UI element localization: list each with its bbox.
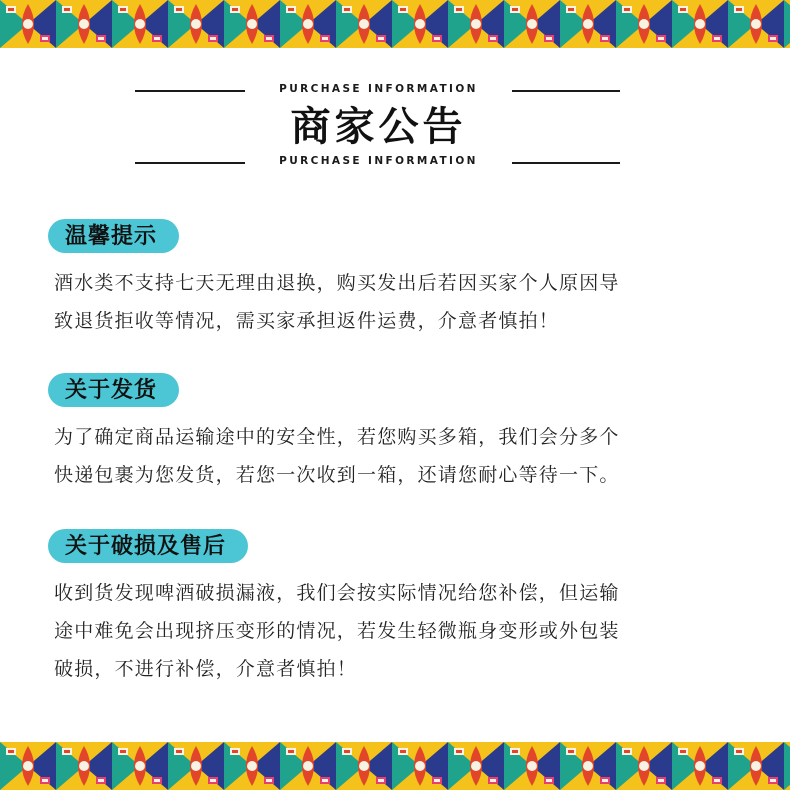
header-rule	[135, 162, 245, 164]
pattern-tile	[448, 742, 504, 790]
body-line: 为了确定商品运输途中的安全性，若您购买多箱，我们会分多个	[54, 426, 620, 448]
pattern-tile	[168, 0, 224, 48]
pattern-tile	[336, 0, 392, 48]
pattern-tile	[504, 0, 560, 48]
body-line: 破损，不进行补偿，介意者慎拍！	[54, 658, 358, 680]
section-shipping	[48, 373, 748, 494]
pattern-tile	[616, 0, 672, 48]
decorative-pattern-bottom	[0, 742, 790, 790]
pattern-tile	[56, 0, 112, 48]
pattern-tile	[672, 742, 728, 790]
pattern-tile	[280, 0, 336, 48]
pattern-tile	[728, 0, 784, 48]
pattern-tile	[168, 742, 224, 790]
section-heading: 温馨提示	[48, 219, 179, 253]
pattern-tile	[560, 0, 616, 48]
section-body	[48, 264, 748, 340]
english-subtitle-top: PURCHASE INFORMATION	[279, 83, 478, 95]
pattern-tile	[616, 742, 672, 790]
pattern-tile	[448, 0, 504, 48]
pattern-tile	[280, 742, 336, 790]
pattern-tile	[784, 742, 790, 790]
section-heading: 关于发货	[48, 373, 179, 407]
pattern-tile	[560, 742, 616, 790]
section-heading: 关于破损及售后	[48, 529, 248, 563]
english-subtitle-bottom: PURCHASE INFORMATION	[279, 155, 478, 167]
pattern-tile	[336, 742, 392, 790]
pattern-tile	[504, 742, 560, 790]
body-line: 途中难免会出现挤压变形的情况，若发生轻微瓶身变形或外包装	[54, 620, 620, 642]
pattern-tile	[112, 742, 168, 790]
pattern-tile	[728, 742, 784, 790]
header-rule	[512, 162, 620, 164]
pattern-tile	[224, 0, 280, 48]
section-body	[48, 418, 748, 494]
body-line: 致退货拒收等情况，需买家承担返件运费，介意者慎拍！	[54, 310, 560, 332]
pattern-tile	[0, 742, 56, 790]
pattern-tile	[392, 742, 448, 790]
header-rule	[512, 90, 620, 92]
section-damage-aftersales	[48, 529, 748, 688]
section-body	[48, 574, 748, 688]
pattern-tile	[224, 742, 280, 790]
decorative-pattern-top	[0, 0, 790, 48]
page-title: 商家公告	[290, 104, 467, 150]
notice-header	[0, 80, 790, 175]
body-line: 酒水类不支持七天无理由退换，购买发出后若因买家个人原因导	[54, 272, 620, 294]
body-line: 快递包裹为您发货，若您一次收到一箱，还请您耐心等待一下。	[54, 464, 620, 486]
pattern-tile	[392, 0, 448, 48]
header-rule	[135, 90, 245, 92]
pattern-tile	[784, 0, 790, 48]
pattern-tile	[112, 0, 168, 48]
pattern-tile	[0, 0, 56, 48]
pattern-tile	[56, 742, 112, 790]
pattern-tile	[672, 0, 728, 48]
section-warm-tips	[48, 219, 748, 340]
body-line: 收到货发现啤酒破损漏液，我们会按实际情况给您补偿，但运输	[54, 582, 620, 604]
